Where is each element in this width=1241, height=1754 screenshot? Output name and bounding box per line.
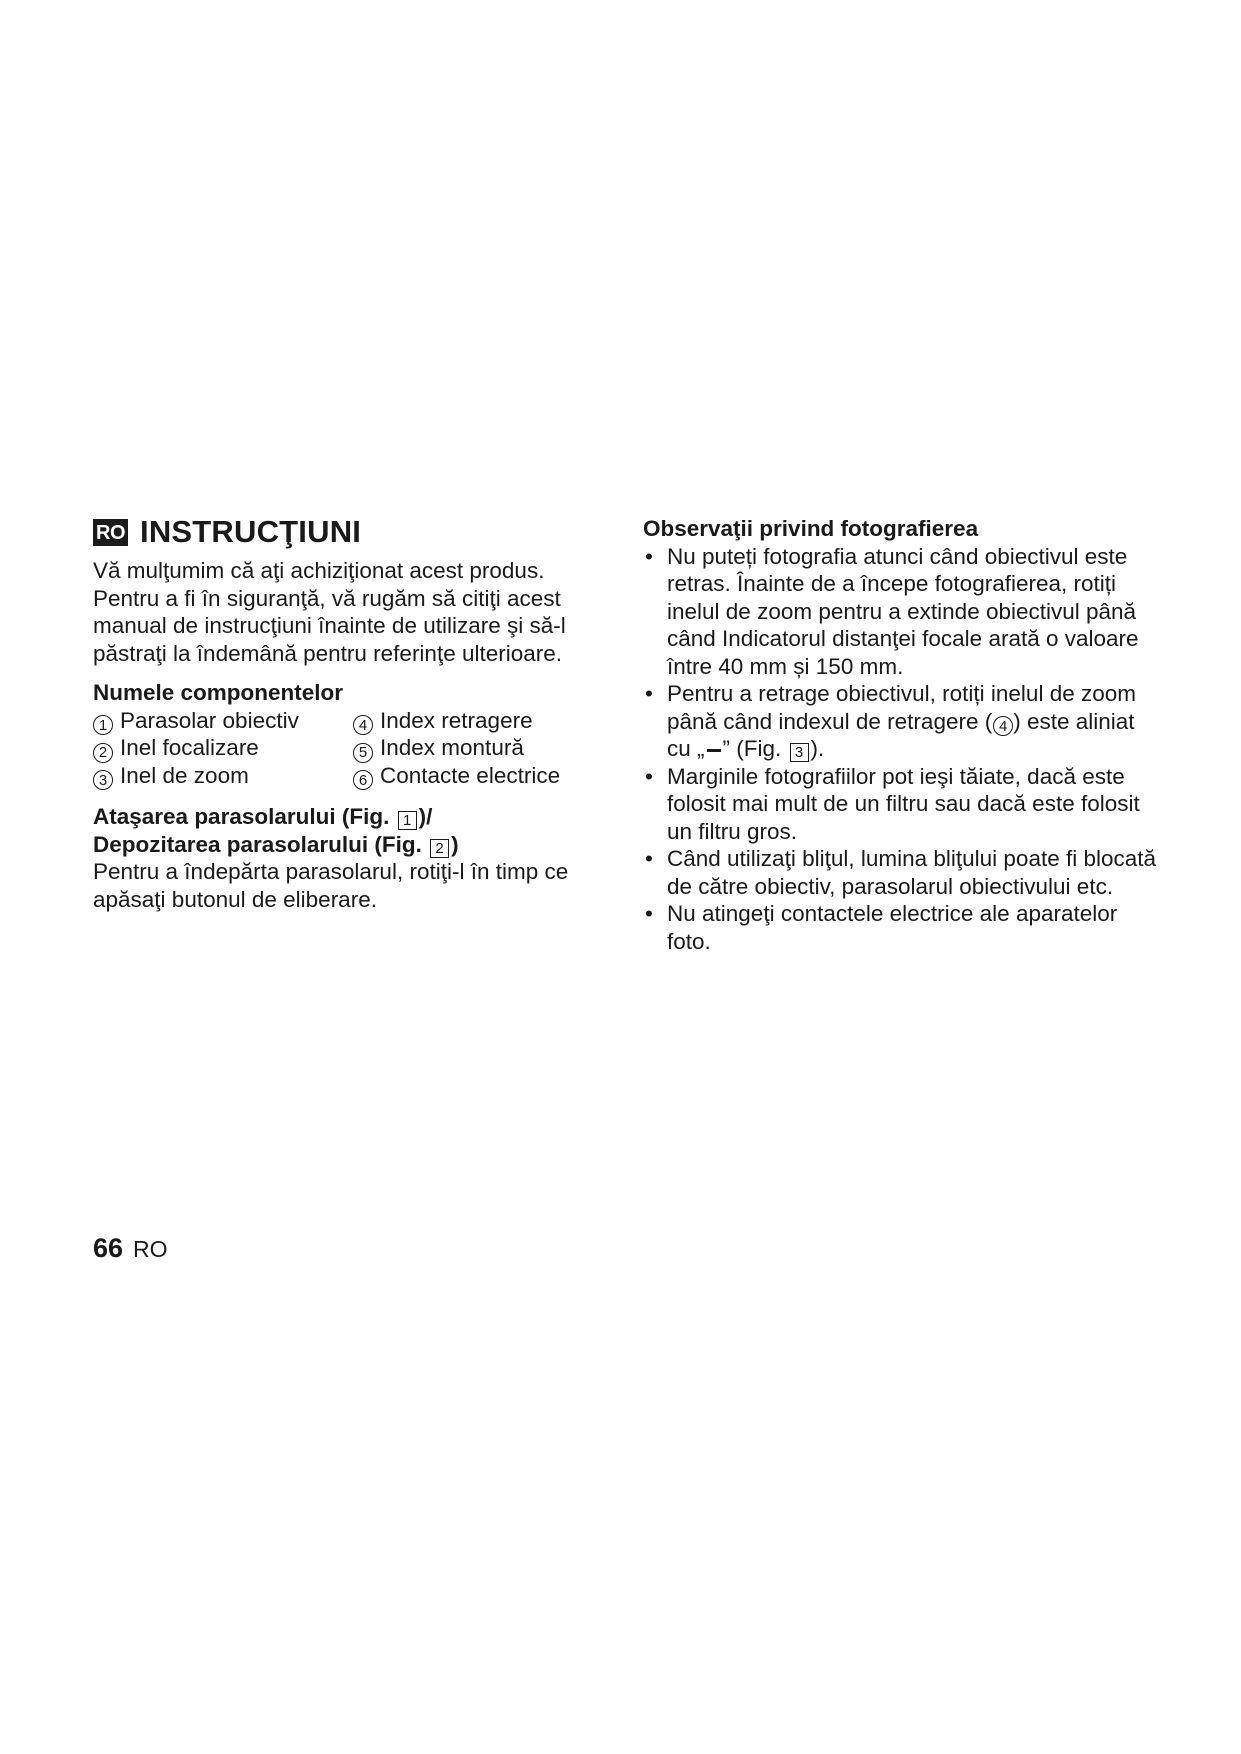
components-list	[93, 707, 613, 790]
circled-number-icon: 6	[353, 770, 373, 790]
page-language: RO	[133, 1236, 168, 1262]
circled-number-icon: 4	[993, 716, 1013, 736]
circled-number-icon: 4	[353, 715, 373, 735]
note-text: ) este aliniat cu „	[667, 708, 1135, 761]
component-label: Inel de zoom	[120, 762, 249, 788]
note-text: Nu puteți fotografia atunci când obiectivul este retras. Înainte de a începe fotografierea, rotiți inelul de zoom pentru a extinde obiectivul până când Indicatorul distanţei focale arată o valoare între 40 mm și 150 mm.	[667, 543, 1139, 679]
list-item	[643, 900, 1163, 955]
note-text: Marginile fotografiilor pot ieşi tăiate, dacă este folosit mai mult de un filtru sau dacă este folosit un filtru gros.	[667, 763, 1140, 844]
component-item	[353, 762, 593, 790]
component-item	[93, 734, 353, 762]
circled-number-icon: 3	[93, 770, 113, 790]
component-label: Parasolar obiectiv	[120, 707, 299, 733]
page-title: INSTRUCŢIUNI	[140, 514, 362, 549]
minus-mark-icon	[707, 749, 721, 752]
attach-paragraph: Pentru a îndepărta parasolarul, rotiţi-l în timp ce apăsaţi butonul de eliberare.	[93, 859, 569, 912]
figure-reference-icon: 3	[790, 743, 809, 762]
list-item	[643, 845, 1163, 900]
component-label: Contacte electrice	[380, 762, 561, 788]
component-item	[93, 762, 353, 790]
right-column	[643, 515, 1163, 955]
note-text: ” (Fig.	[722, 736, 788, 761]
page-footer	[93, 1233, 168, 1264]
components-heading: Numele componentelor	[93, 680, 344, 705]
attach-heading-text-end: )/	[418, 804, 433, 829]
left-column	[93, 515, 613, 913]
figure-reference-icon: 1	[398, 811, 417, 830]
component-label: Index montură	[380, 735, 524, 760]
circled-number-icon: 1	[93, 715, 113, 735]
attach-heading	[93, 803, 613, 858]
component-item	[353, 707, 593, 735]
attach-heading-text: Ataşarea parasolarului (Fig.	[93, 804, 396, 829]
note-text: ).	[810, 736, 825, 761]
attach-heading-line-1	[93, 803, 613, 831]
language-badge: RO	[93, 519, 128, 546]
list-item	[643, 543, 1163, 681]
figure-reference-icon: 2	[430, 839, 449, 858]
circled-number-icon: 5	[353, 743, 373, 763]
component-item	[93, 707, 353, 735]
notes-heading: Observaţii privind fotografierea	[643, 516, 979, 541]
store-heading-text-end: )	[451, 831, 459, 857]
intro-paragraph: Vă mulţumim că aţi achiziţionat acest produs. Pentru a fi în siguranţă, vă rugăm să citiţi acest manual de instrucţiuni înainte de utilizare şi să-l păstraţi la îndemână pentru referinţe ulterioare.	[93, 558, 566, 666]
circled-number-icon: 2	[93, 743, 113, 763]
list-item	[643, 763, 1163, 846]
title-row	[93, 515, 613, 549]
notes-list	[643, 543, 1163, 956]
attach-heading-line-2	[93, 831, 613, 859]
store-heading-text: Depozitarea parasolarului (Fig.	[93, 831, 429, 857]
list-item	[643, 680, 1163, 763]
note-text: Nu atingeţi contactele electrice ale aparatelor foto.	[667, 901, 1118, 954]
component-item	[353, 734, 593, 762]
component-label: Inel focalizare	[120, 735, 259, 760]
component-label: Index retragere	[380, 707, 533, 733]
note-text: Când utilizaţi bliţul, lumina bliţului poate fi blocată de către obiectiv, parasolarul obiectivului etc.	[667, 846, 1157, 899]
note-text: Pentru a retrage obiectivul, rotiți inelul de zoom până când indexul de retragere (	[667, 681, 1136, 734]
page-number: 66	[93, 1233, 124, 1263]
